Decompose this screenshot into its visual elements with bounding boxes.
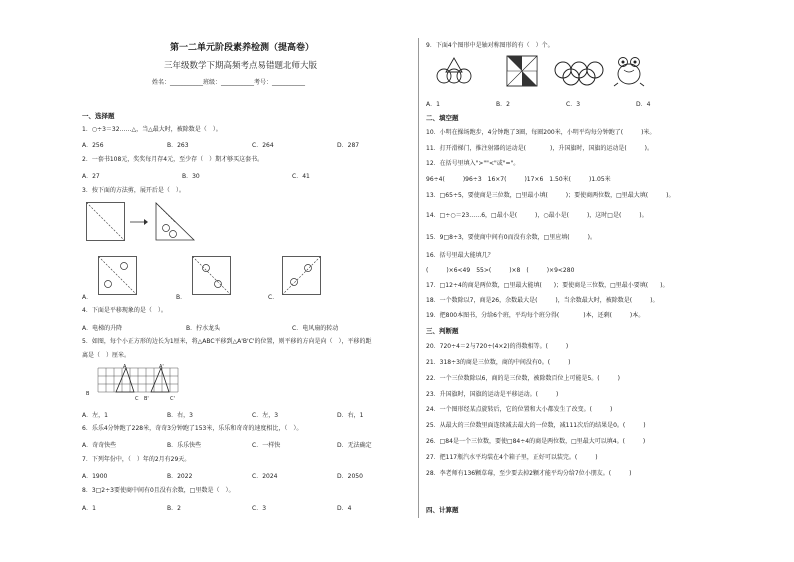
option: A．1 (426, 101, 440, 108)
triangle-abc (116, 368, 134, 392)
option: D．无法确定 (337, 442, 372, 449)
question-text: 23．升国旗时，国旗的运动是平移运动。( ) (426, 391, 559, 398)
option: C．电风扇的转动 (292, 325, 339, 332)
option: A．左，1 (82, 412, 108, 419)
option: A．27 (82, 173, 100, 180)
question-text: 13．□65÷5，要使商是三位数，□里最小填( )；要使商两位数，□里最大填( )。 (426, 192, 675, 199)
fold-line (87, 203, 125, 241)
label-b: B (86, 391, 90, 397)
folding-diagram (86, 202, 286, 247)
question-text: 5．如图，每个小正方形的边长为1厘米，将△ABC平移到△A'B'C'的位置，则平移的方向是向（ ），平移的距 (82, 338, 372, 345)
label-b-prime: B' (144, 396, 149, 402)
option-a-figure (98, 256, 138, 296)
option: D．287 (337, 142, 360, 149)
question-text: 15．9□8÷3，要使商中间有0而没有余数，□里应填( )。 (426, 234, 596, 241)
question-text: 19．把800本图书，分给6个班，平均每个班分得( )本，还剩( )本。 (426, 312, 645, 319)
option: B．拧水龙头 (186, 325, 221, 332)
question-text: 16．括号里最大能填几？ (426, 252, 494, 259)
pinwheel-icon (506, 55, 538, 87)
option: A．奇奇快些 (82, 442, 117, 449)
option: A．1 (82, 505, 96, 512)
question-text: 22．一个三位数除以6，商的是三位数，被除数百位上可能是5。( ) (426, 375, 620, 382)
question-text: 7．下列年份中，（ ）年的2月有29天。 (82, 456, 191, 463)
question-text: 18．一个数除以7，商是26，余数最大是( )，当余数最大时，被除数是( )。 (426, 297, 659, 304)
frog-icon (612, 54, 646, 88)
section-title: 二、填空题 (426, 114, 459, 122)
option: C．3 (566, 101, 581, 108)
option: C． (268, 294, 279, 301)
cut-circle (170, 231, 177, 238)
option: D．4 (337, 505, 352, 512)
olympic-rings-figure (554, 60, 604, 86)
option: B．2 (496, 101, 510, 108)
label-c: C (135, 396, 139, 402)
question-text: 14．□÷○＝23……6，□最小是( )，○最小是( )，这时□是( )。 (426, 212, 648, 219)
option: C．264 (252, 142, 274, 149)
question-text: 3．按下面的方法剪，展开后是（ ）。 (82, 187, 185, 194)
option: C．一样快 (252, 442, 281, 449)
option: B．2022 (167, 473, 193, 480)
label-a: A (123, 364, 127, 370)
student-info: 姓名：___________班级：___________考号：___________ (152, 79, 306, 86)
column-divider (418, 38, 419, 518)
question-text: 10．小明在操场跑步，4分钟跑了3圈，每圈200米，小明平均每分钟跑了( )米。 (426, 129, 656, 136)
question-text: 20．720÷4＝2与720÷(4×2)的得数相等。( ) (426, 343, 569, 350)
option: C．2024 (252, 473, 278, 480)
option-b-figure (192, 256, 232, 296)
question-text: 9．下面4个图形中是轴对称图形的有（ ）个。 (426, 42, 554, 49)
question-text: 6．乐乐4分钟跑了228米，奇奇3分钟跑了153米，乐乐和奇奇的速度相比，（ ）。 (82, 425, 303, 432)
section-title: 四、计算题 (426, 506, 459, 514)
question-text: 4．下面是平移现象的是（ ）。 (82, 307, 167, 314)
option: B．263 (167, 142, 189, 149)
question-text: 96÷4( )96÷3 16×7( )17×6 1.50米( )1.05米 (426, 176, 611, 183)
page-subtitle: 三年级数学下期高频考点易错题北师大版 (164, 61, 318, 71)
question-text: 8．3□2÷3要使商中间有0且没有余数，□里数是（ ）。 (82, 487, 235, 494)
option: A．1900 (82, 473, 108, 480)
page-title: 第一二单元阶段素养检测（提高卷） (170, 43, 315, 53)
option: D．2050 (337, 473, 363, 480)
question-text: 11．打开滑梯门，推注射器的运动是( )，升国旗时，国旗的运动是( )。 (426, 145, 653, 152)
option: C．左，3 (252, 412, 279, 419)
cut-circle (163, 225, 170, 232)
question-text: 27．把117瓶汽水平均装在4个箱子里，正好可以装完。( ) (426, 454, 598, 461)
option: D．右，1 (337, 412, 364, 419)
option: C．3 (252, 505, 267, 512)
question-text: 12．在括号里填入">""<"或"="。 (426, 160, 520, 167)
option: C．41 (292, 173, 310, 180)
option: D．4 (636, 101, 651, 108)
circles-triangle-figure (434, 56, 474, 86)
label-a-prime: A' (159, 364, 164, 370)
question-text: 17．□12÷4的商是两位数，□里最大能填( )；要使商是三位数，□里最小要填( )。 (426, 282, 669, 289)
question-text: 离是（ ）厘米。 (82, 352, 131, 359)
section-title: 三、判断题 (426, 327, 459, 335)
triangle-abc-prime (151, 368, 169, 392)
option: B．乐乐快些 (167, 442, 202, 449)
option: B．2 (167, 505, 181, 512)
option: B．右，3 (167, 412, 193, 419)
section-title: 一、选择题 (82, 112, 115, 120)
option: A． (82, 294, 93, 301)
question-text: 24．一个图形经某点旋转后，它的位置和大小都发生了改变。( ) (426, 406, 613, 413)
arrowhead-icon (144, 219, 148, 225)
question-text: 1．○÷3＝32……△，当△最大时，被除数是（ ）。 (82, 126, 222, 133)
question-text: ( )×6<49 55>( )×8 ( )×9<280 (426, 267, 575, 274)
question-text: 26．□84是一个三位数，要使□84÷4的商是两位数，□里最大可以填4。( ) (426, 438, 646, 445)
question-text: 2．一套书108元，奖奖每月存4元，至少存（ ）期才够买这套书。 (82, 156, 264, 163)
question-text: 28．李老师有136颗草莓，至少要去掉2颗才能平均分给7位小朋友。( ) (426, 470, 632, 477)
question-text: 25．从最大的三位数里面连续减去最大的一位数，减111次后的结果是0。( ) (426, 422, 646, 429)
option: B． (176, 294, 187, 301)
option: A．256 (82, 142, 104, 149)
option: A．电梯的升降 (82, 325, 123, 332)
option: B．30 (182, 173, 200, 180)
translation-grid (86, 362, 186, 404)
label-c-prime: C' (170, 396, 175, 402)
question-text: 21．318÷3的商是三位数，商的中间没有0。( ) (426, 359, 571, 366)
option-c-figure (282, 256, 322, 296)
